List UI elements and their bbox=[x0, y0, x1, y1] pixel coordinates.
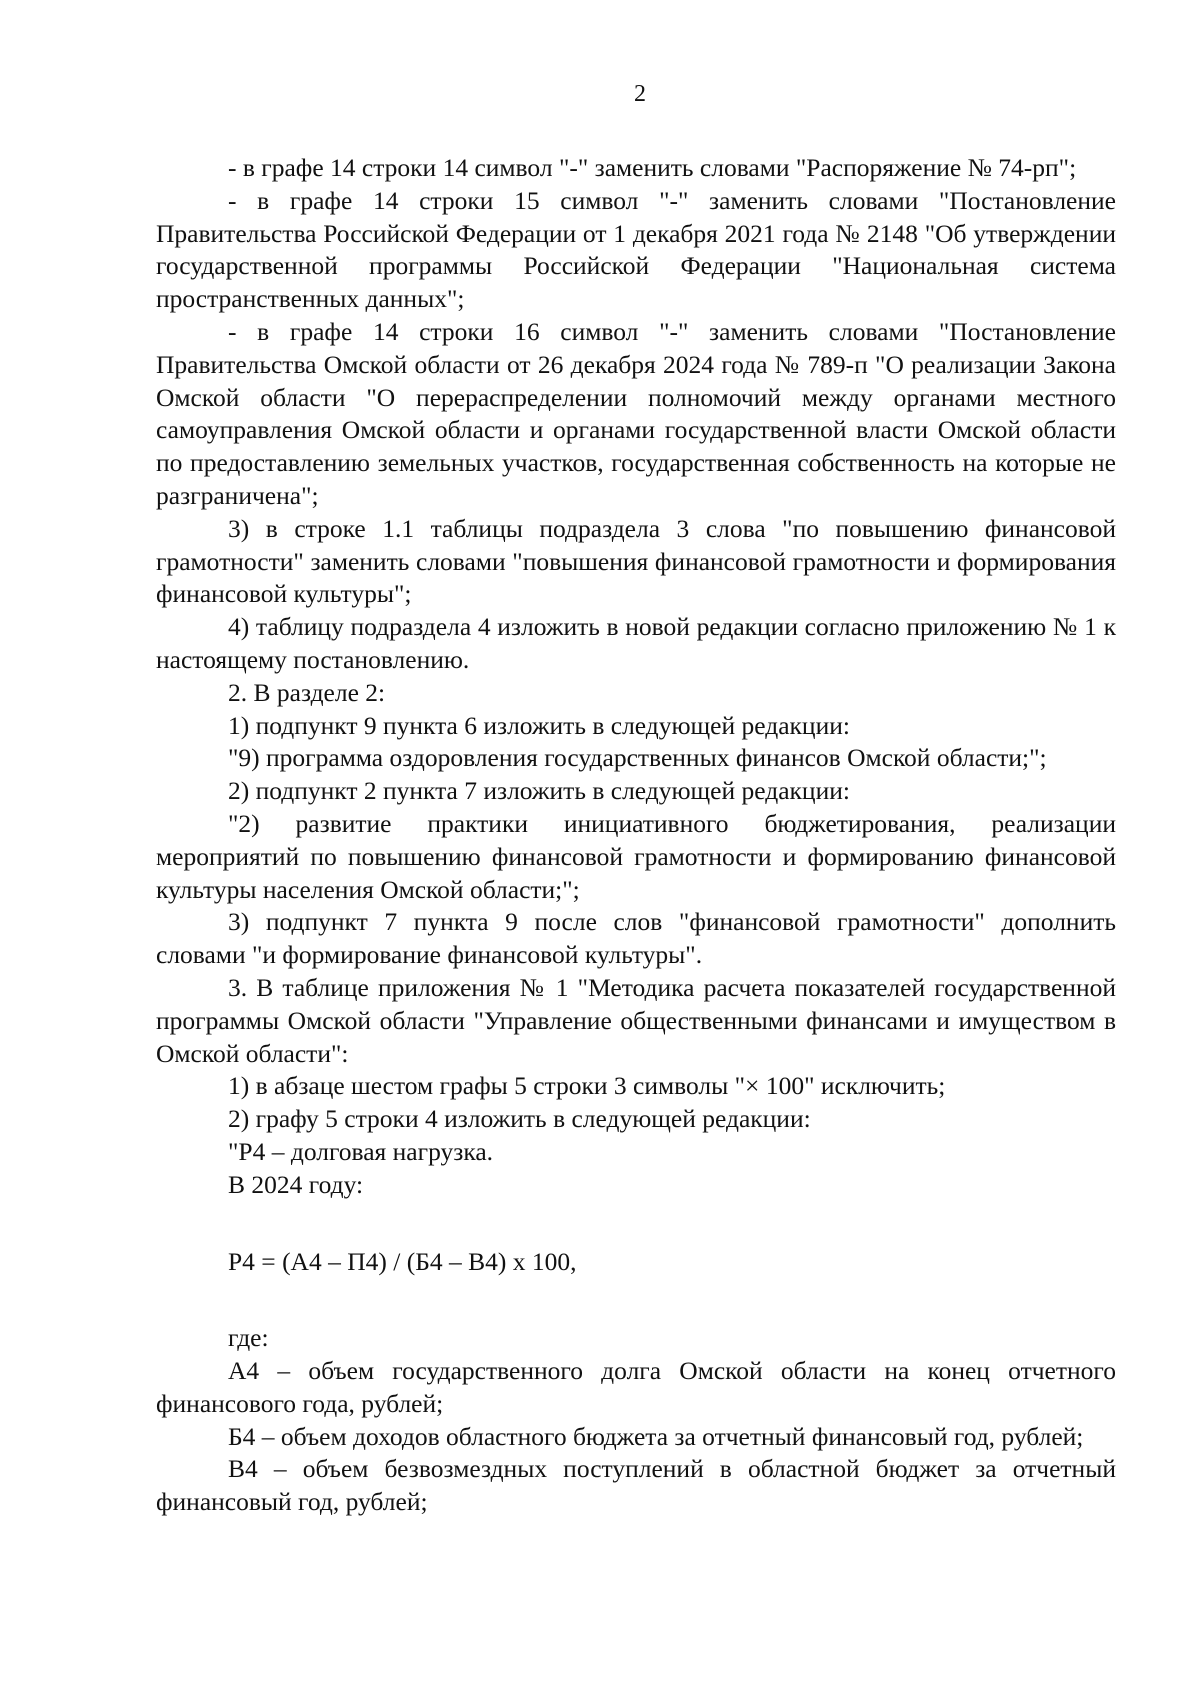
paragraph: 2) подпункт 2 пункта 7 изложить в следующей редакции: bbox=[228, 776, 850, 806]
paragraph: 2) графу 5 строки 4 изложить в следующей редакции: bbox=[228, 1104, 811, 1134]
formula: Р4 = (А4 – П4) / (Б4 – В4) x 100, bbox=[228, 1246, 577, 1276]
document-body bbox=[156, 152, 1116, 1519]
paragraph: "Р4 – долговая нагрузка. bbox=[228, 1136, 494, 1166]
paragraph: 3) в строке 1.1 таблицы подраздела 3 слова "по повышению финансовой грамотности" заменить словами "повышения финансовой грамотности и формирования финансовой культуры"; bbox=[156, 513, 1116, 609]
paragraph: - в графе 14 строки 15 символ "-" заменить словами "Постановление Правительства Российской Федерации от 1 декабря 2021 года № 2148 "Об утверждении государственной программы Российской Федерации "Национальная система пространственных данных"; bbox=[156, 185, 1116, 314]
paragraph: 1) в абзаце шестом графы 5 строки 3 символы "× 100" исключить; bbox=[228, 1071, 946, 1101]
paragraph: В 2024 году: bbox=[228, 1169, 364, 1199]
section-heading: 2. В разделе 2: bbox=[228, 677, 386, 707]
paragraph: - в графе 14 строки 16 символ "-" заменить словами "Постановление Правительства Омской области от 26 декабря 2024 года № 789-п "О реализации Закона Омской области "О перераспределении полномочий между органами местного самоуправления Омской области и органами государственной власти Омской области по предоставлению земельных участков, государственная собственность на которые не разграничена"; bbox=[156, 316, 1116, 510]
paragraph: "9) программа оздоровления государственных финансов Омской области;"; bbox=[228, 743, 1047, 773]
page-number: 2 bbox=[634, 81, 646, 107]
where-label: где: bbox=[228, 1323, 269, 1353]
definition-b4: Б4 – объем доходов областного бюджета за отчетный финансовый год, рублей; bbox=[228, 1421, 1084, 1451]
paragraph: - в графе 14 строки 14 символ "-" заменить словами "Распоряжение № 74-рп"; bbox=[228, 153, 1077, 182]
paragraph: "2) развитие практики инициативного бюджетирования, реализации мероприятий по повышению финансовой грамотности и формированию финансовой культуры населения Омской области;"; bbox=[156, 808, 1116, 904]
paragraph: 3. В таблице приложения № 1 "Методика расчета показателей государственной программы Омской области "Управление общественными финансами и имуществом в Омской области": bbox=[156, 972, 1116, 1068]
paragraph: 4) таблицу подраздела 4 изложить в новой редакции согласно приложению № 1 к настоящему постановлению. bbox=[156, 612, 1116, 674]
paragraph: 1) подпункт 9 пункта 6 изложить в следующей редакции: bbox=[228, 710, 850, 740]
paragraph: 3) подпункт 7 пункта 9 после слов "финансовой грамотности" дополнить словами "и формирование финансовой культуры". bbox=[156, 907, 1116, 970]
definition-a4: А4 – объем государственного долга Омской области на конец отчетного финансового года, рублей; bbox=[156, 1356, 1116, 1418]
definition-v4: В4 – объем безвозмездных поступлений в областной бюджет за отчетный финансовый год, рублей; bbox=[156, 1454, 1116, 1517]
